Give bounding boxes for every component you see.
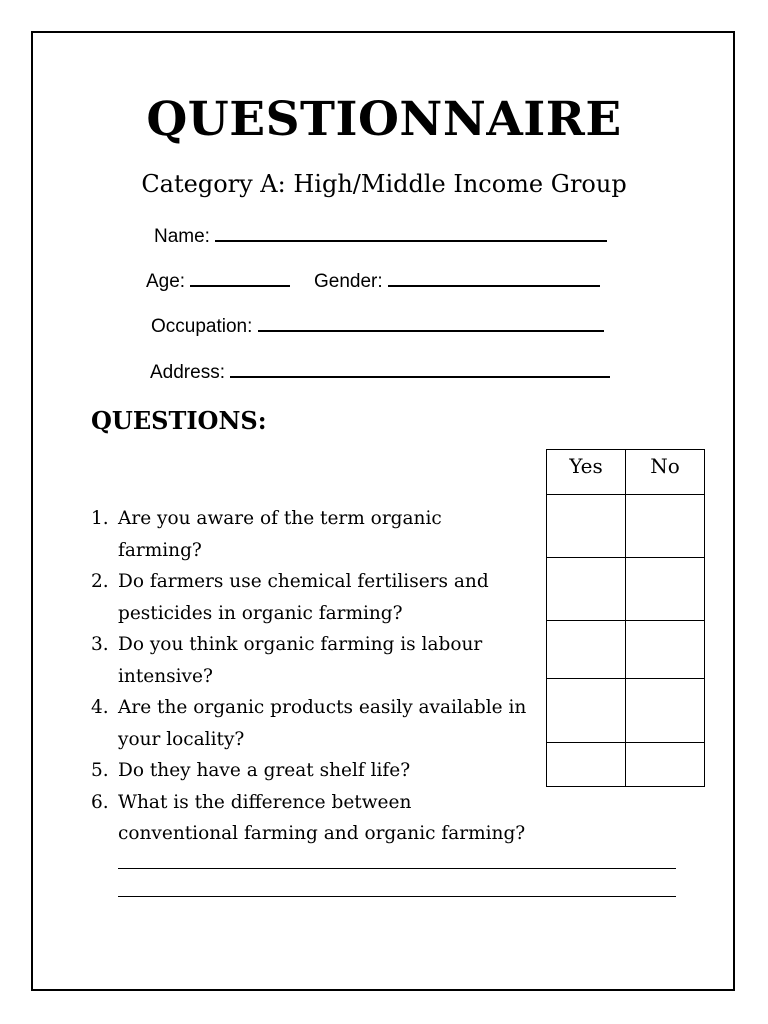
page-title: QUESTIONNAIRE	[146, 92, 622, 147]
q2-yes-cell[interactable]	[547, 558, 626, 621]
question-text: Are you aware of the term organic farming?	[118, 508, 442, 561]
page-subtitle: Category A: High/Middle Income Group	[141, 170, 627, 198]
list-item	[91, 566, 541, 629]
name-label: Name:	[154, 226, 210, 247]
question-number: 5.	[91, 760, 109, 781]
name-line[interactable]	[215, 226, 607, 242]
address-field[interactable]	[150, 362, 610, 384]
q5-yes-cell[interactable]	[547, 743, 626, 787]
list-item	[91, 787, 551, 850]
q4-yes-cell[interactable]	[547, 679, 626, 743]
question-number: 1.	[91, 508, 109, 529]
question-text: What is the difference between conventional farming and organic farming?	[118, 791, 526, 844]
no-header: No	[626, 450, 705, 495]
list-item	[91, 629, 541, 692]
questions-heading: QUESTIONS:	[91, 406, 267, 435]
q3-no-cell[interactable]	[626, 621, 705, 679]
q2-no-cell[interactable]	[626, 558, 705, 621]
list-item	[91, 503, 541, 566]
question-number: 4.	[91, 697, 109, 718]
answer-line-2[interactable]	[118, 896, 676, 897]
yes-no-table	[546, 449, 705, 787]
occupation-label: Occupation:	[151, 316, 253, 337]
question-number: 2.	[91, 571, 109, 592]
q5-no-cell[interactable]	[626, 743, 705, 787]
q4-no-cell[interactable]	[626, 679, 705, 743]
answer-line-1[interactable]	[118, 868, 676, 869]
question-text: Are the organic products easily available in your locality?	[118, 697, 527, 750]
question-number: 3.	[91, 634, 109, 655]
gender-label: Gender:	[314, 271, 383, 292]
question-text: Do they have a great shelf life?	[118, 760, 411, 781]
occupation-field[interactable]	[151, 316, 604, 338]
age-line[interactable]	[190, 271, 290, 287]
list-item	[91, 755, 541, 787]
address-label: Address:	[150, 362, 225, 383]
occupation-line[interactable]	[258, 316, 604, 332]
age-label: Age:	[146, 271, 186, 292]
q3-yes-cell[interactable]	[547, 621, 626, 679]
question-number: 6.	[91, 791, 109, 813]
question-list	[91, 503, 541, 850]
gender-field[interactable]	[314, 271, 600, 293]
age-field[interactable]	[146, 271, 290, 293]
list-item	[91, 692, 541, 755]
question-text: Do you think organic farming is labour intensive?	[118, 634, 483, 687]
question-text: Do farmers use chemical fertilisers and pesticides in organic farming?	[118, 571, 489, 624]
q1-no-cell[interactable]	[626, 495, 705, 558]
name-field[interactable]	[154, 226, 607, 248]
q1-yes-cell[interactable]	[547, 495, 626, 558]
address-line[interactable]	[230, 362, 610, 378]
yes-header: Yes	[547, 450, 626, 495]
gender-line[interactable]	[388, 271, 600, 287]
